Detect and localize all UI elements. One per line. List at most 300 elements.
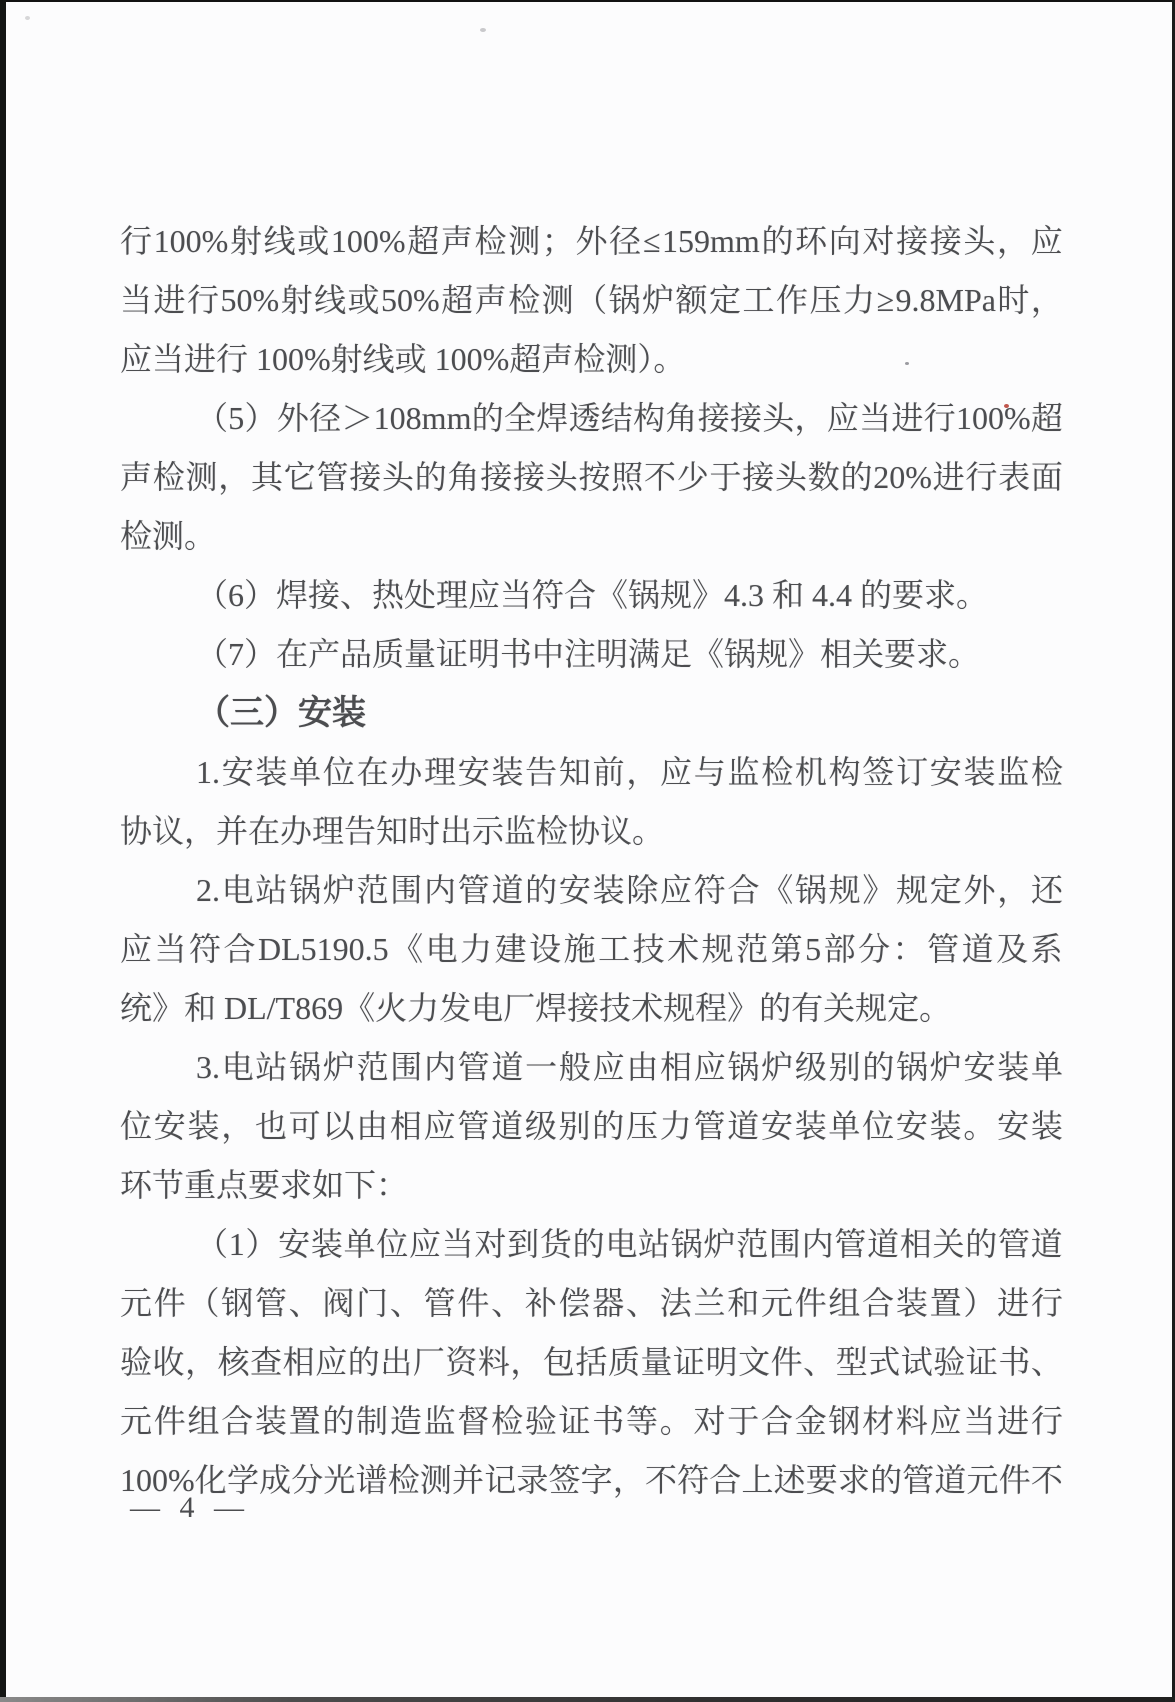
- text-token: 学: [226, 1462, 259, 1498]
- text-token: 金: [794, 1403, 827, 1439]
- text-token: 炉: [322, 1049, 355, 1085]
- text-token: 炉: [929, 1049, 962, 1085]
- text-token: 当: [120, 282, 153, 318]
- text-token: 对: [693, 1403, 726, 1439]
- text-token: 外: [575, 223, 608, 259]
- text-token: 电: [221, 872, 254, 908]
- text-token: 由: [356, 1108, 389, 1144]
- text-token: 于: [727, 1403, 760, 1439]
- text-token: 收: [152, 1344, 185, 1380]
- text-token: 设: [529, 931, 562, 967]
- text-token: 站: [255, 1049, 288, 1085]
- text-token: 外: [276, 400, 309, 436]
- text-token: 规: [896, 872, 929, 908]
- text-token: 进: [153, 282, 186, 318]
- text-token: 安: [963, 1049, 996, 1085]
- text-token: 应: [592, 1049, 625, 1085]
- text-token: 少: [676, 459, 709, 495]
- text-token: 书: [998, 1344, 1031, 1380]
- text-token: 《: [761, 872, 794, 908]
- text-token: 安: [278, 1226, 311, 1262]
- text-line-6: 检测。: [120, 518, 217, 554]
- text-token: 机: [794, 754, 827, 790]
- text-token: 管: [693, 1108, 726, 1144]
- text-token: DL5190.5: [258, 931, 389, 967]
- text-token: 相: [282, 1344, 315, 1380]
- text-token: 光: [323, 1462, 356, 1498]
- text-token: 录: [516, 1462, 549, 1498]
- text-token: （: [187, 1285, 220, 1321]
- text-token: 装: [1030, 1108, 1063, 1144]
- text-token: 出: [380, 1344, 413, 1380]
- text-token: 也: [254, 1108, 287, 1144]
- text-token: 部: [823, 931, 856, 967]
- text-token: ）: [244, 400, 277, 436]
- text-token: 安: [997, 1108, 1030, 1144]
- text-token: 管: [457, 1049, 490, 1085]
- text-token: 压: [626, 1108, 659, 1144]
- text-token: 装: [963, 754, 996, 790]
- text-token: 安: [929, 754, 962, 790]
- text-token: 管: [423, 1285, 456, 1321]
- text-token: ≤: [642, 223, 661, 259]
- text-token: 108mm: [373, 400, 472, 436]
- text-token: ）: [963, 1285, 996, 1321]
- text-token: 明: [705, 1344, 738, 1380]
- text-token: 构: [633, 400, 666, 436]
- text-token: 行: [186, 282, 219, 318]
- text-token: 范: [356, 872, 389, 908]
- text-token: 接: [742, 459, 775, 495]
- text-token: 、: [803, 1344, 836, 1380]
- text-token: 工: [598, 931, 631, 967]
- text-token: 力: [659, 1108, 692, 1144]
- text-token: 般: [558, 1049, 591, 1085]
- text-token: 元: [120, 1403, 153, 1439]
- text-token: 的: [840, 459, 873, 495]
- text-token: 应: [693, 1049, 726, 1085]
- text-token: 作: [776, 282, 809, 318]
- text-token: 质: [607, 1344, 640, 1380]
- text-token: 料: [895, 1403, 928, 1439]
- text-token: 100%: [153, 223, 229, 259]
- text-token: 安: [895, 1108, 928, 1144]
- text-token: 5: [228, 400, 245, 436]
- text-token: 定: [709, 282, 742, 318]
- text-token: 钢: [828, 1403, 861, 1439]
- text-token: 进: [997, 1285, 1030, 1321]
- text-token: 订: [896, 754, 929, 790]
- text-token: 定: [929, 872, 962, 908]
- text-token: 9.8MPa: [895, 282, 996, 318]
- text-token: 安: [558, 872, 591, 908]
- text-token: 、: [626, 1285, 659, 1321]
- text-token: 相: [899, 1226, 932, 1262]
- text-token: 锅: [608, 282, 641, 318]
- text-token: 道: [491, 1049, 524, 1085]
- text-token: 射: [229, 223, 262, 259]
- text-token: 装: [254, 1403, 287, 1439]
- text-token: ，: [997, 223, 1030, 259]
- text-line-12: [120, 861, 1063, 920]
- text-token: 、: [288, 1285, 321, 1321]
- text-token: 声: [474, 282, 507, 318]
- text-token: 组: [828, 1285, 861, 1321]
- text-token: 施: [563, 931, 596, 967]
- text-token: 额: [675, 282, 708, 318]
- text-token: 钢: [221, 1285, 254, 1321]
- text-token: 的: [572, 1226, 605, 1262]
- text-token: 的: [322, 1403, 355, 1439]
- text-token: 文: [738, 1344, 771, 1380]
- text-token: 锅: [670, 1226, 703, 1262]
- text-token: 分: [291, 1462, 324, 1498]
- text-token: 资: [445, 1344, 478, 1380]
- text-token: 电: [221, 1049, 254, 1085]
- text-token: 。: [659, 1403, 692, 1439]
- text-token: 理: [424, 754, 457, 790]
- text-token: 建: [494, 931, 527, 967]
- text-token: 声: [440, 223, 473, 259]
- text-token: 50%: [220, 282, 280, 318]
- text-token: 符: [189, 931, 222, 967]
- text-token: 、: [389, 1285, 422, 1321]
- text-token: 工: [742, 282, 775, 318]
- text-token: 头: [775, 459, 808, 495]
- text-line-5: [120, 448, 1063, 507]
- text-token: 检: [152, 459, 185, 495]
- text-token: 或: [297, 223, 330, 259]
- text-token: 对: [474, 1226, 507, 1262]
- text-token: 系: [1030, 931, 1063, 967]
- text-token: 谱: [355, 1462, 388, 1498]
- text-token: 件: [457, 1285, 490, 1321]
- text-token: 式: [868, 1344, 901, 1380]
- text-token: 督: [457, 1403, 490, 1439]
- text-token: 内: [424, 1049, 457, 1085]
- text-token: 或: [347, 282, 380, 318]
- text-token: （: [575, 282, 608, 318]
- text-token: 字: [580, 1462, 613, 1498]
- text-line-14: 统》和 DL/T869《火力发电厂焊接技术规程》的有关规定。: [120, 990, 952, 1026]
- text-token: 1.: [196, 754, 220, 790]
- text-token: 面: [1030, 459, 1063, 495]
- text-token: 件: [794, 1285, 827, 1321]
- text-token: 装: [997, 1049, 1030, 1085]
- text-token: 道: [727, 1108, 760, 1144]
- text-token: 的: [965, 1226, 998, 1262]
- text-token: 括: [575, 1344, 608, 1380]
- text-token: 炉: [761, 1049, 794, 1085]
- text-token: 符: [693, 872, 726, 908]
- text-token: ）: [245, 1226, 278, 1262]
- text-token: 合: [221, 1403, 254, 1439]
- text-token: 100%: [330, 223, 406, 259]
- text-token: 合: [709, 1462, 742, 1498]
- text-token: 证: [673, 1344, 706, 1380]
- text-token: 分: [858, 931, 891, 967]
- text-token: 100%: [120, 1462, 195, 1498]
- text-token: 力: [460, 931, 493, 967]
- text-token: 应: [1030, 223, 1063, 259]
- text-token: 合: [727, 872, 760, 908]
- text-token: 安: [221, 754, 254, 790]
- text-token: 知: [558, 754, 591, 790]
- text-token: 单: [343, 1226, 376, 1262]
- text-token: 径: [609, 223, 642, 259]
- text-token: 位: [322, 754, 355, 790]
- text-token: 量: [640, 1344, 673, 1380]
- text-token: 单: [1030, 1049, 1063, 1085]
- text-token: 锅: [794, 872, 827, 908]
- text-token: 接: [896, 223, 929, 259]
- text-line-13: [120, 920, 1063, 979]
- text-token: 别: [558, 1108, 591, 1144]
- text-token: 上: [741, 1462, 774, 1498]
- text-line-18: [120, 1215, 1063, 1274]
- text-token: 和: [727, 1285, 760, 1321]
- text-token: 补: [524, 1285, 557, 1321]
- text-token: 制: [356, 1403, 389, 1439]
- text-line-19: [120, 1274, 1063, 1333]
- text-token: 一: [525, 1049, 558, 1085]
- text-token: 规: [701, 931, 734, 967]
- text-token: 装: [794, 1108, 827, 1144]
- text-token: 范: [736, 1226, 769, 1262]
- text-token: 查: [250, 1344, 283, 1380]
- text-line-11: 协议，并在办理告知时出示监检协议。: [120, 813, 665, 849]
- text-token: ，: [612, 1462, 645, 1498]
- text-token: 应: [120, 931, 153, 967]
- text-token: 装: [592, 872, 625, 908]
- text-token: 应: [660, 872, 693, 908]
- text-token: ，: [997, 872, 1030, 908]
- text-token: ＞: [341, 400, 374, 436]
- text-token: 兰: [693, 1285, 726, 1321]
- text-token: 相: [660, 1049, 693, 1085]
- text-token: 安: [457, 754, 490, 790]
- text-token: 术: [667, 931, 700, 967]
- text-token: 管: [902, 1462, 935, 1498]
- text-token: 行: [965, 459, 998, 495]
- text-token: 证: [558, 1403, 591, 1439]
- text-token: ，: [510, 1344, 543, 1380]
- text-token: 第: [770, 931, 803, 967]
- text-token: 合: [760, 1403, 793, 1439]
- text-token: 行: [923, 400, 956, 436]
- text-token: 时: [997, 282, 1030, 318]
- text-token: 的: [525, 872, 558, 908]
- text-token: 的: [862, 1049, 895, 1085]
- text-line-17: 环节重点要求如下：: [120, 1167, 409, 1203]
- text-token: 检: [1030, 754, 1063, 790]
- text-token: 。: [963, 1108, 996, 1144]
- text-token: 《: [391, 931, 424, 967]
- text-token: 电: [605, 1226, 638, 1262]
- text-token: 要: [805, 1462, 838, 1498]
- text-token: ，: [185, 1344, 218, 1380]
- text-token: 道: [961, 931, 994, 967]
- text-token: 化: [194, 1462, 227, 1498]
- text-token: 核: [217, 1344, 250, 1380]
- text-token: 它: [283, 459, 316, 495]
- text-token: 径: [309, 400, 342, 436]
- text-token: 内: [424, 872, 457, 908]
- text-token: ，: [1030, 282, 1063, 318]
- text-token: 单: [289, 754, 322, 790]
- text-token: 炉: [703, 1226, 736, 1262]
- text-token: 法: [659, 1285, 692, 1321]
- text-token: 应: [423, 1108, 456, 1144]
- text-token: 范: [736, 931, 769, 967]
- text-token: 围: [390, 1049, 423, 1085]
- text-token: 的: [347, 1344, 380, 1380]
- text-token: 接: [480, 459, 513, 495]
- text-token: 件: [998, 1462, 1031, 1498]
- text-token: 位: [862, 1108, 895, 1144]
- text-token: 锅: [727, 1049, 760, 1085]
- text-line-7: （6）焊接、热处理应当符合《锅规》4.3 和 4.4 的要求。: [196, 577, 989, 613]
- text-token: 货: [539, 1226, 572, 1262]
- text-token: 厂: [412, 1344, 445, 1380]
- text-token: 合: [223, 931, 256, 967]
- text-token: 道: [491, 1108, 524, 1144]
- text-token: 测: [185, 459, 218, 495]
- text-token: 线: [314, 282, 347, 318]
- text-token: 试: [900, 1344, 933, 1380]
- text-token: 100%: [955, 400, 1031, 436]
- text-token: 不: [644, 459, 677, 495]
- text-token: 头: [762, 400, 795, 436]
- text-token: 压: [809, 282, 842, 318]
- text-token: 由: [626, 1049, 659, 1085]
- text-token: 签: [862, 754, 895, 790]
- text-token: 检: [387, 1462, 420, 1498]
- text-token: 关: [932, 1226, 965, 1262]
- text-token: 及: [996, 931, 1029, 967]
- text-token: 成: [259, 1462, 292, 1498]
- text-token: 当: [963, 1403, 996, 1439]
- text-token: 行: [120, 223, 153, 259]
- text-line-21: [120, 1392, 1063, 1451]
- text-token: 头: [382, 459, 415, 495]
- text-token: 级: [524, 1108, 557, 1144]
- text-token: 应: [826, 400, 859, 436]
- text-token: 材: [862, 1403, 895, 1439]
- text-token: 进: [997, 1403, 1030, 1439]
- text-token: 述: [773, 1462, 806, 1498]
- text-token: 围: [390, 872, 423, 908]
- text-token: 内: [801, 1226, 834, 1262]
- text-token: 置: [288, 1403, 321, 1439]
- text-token: 除: [626, 872, 659, 908]
- text-token: 装: [310, 1226, 343, 1262]
- text-token: 的: [592, 1108, 625, 1144]
- text-token: 与: [693, 754, 726, 790]
- text-token: 角: [665, 400, 698, 436]
- text-token: 透: [568, 400, 601, 436]
- text-token: 超: [1030, 400, 1063, 436]
- text-token: 力: [842, 282, 875, 318]
- text-token: 超: [407, 223, 440, 259]
- text-token: 符: [677, 1462, 710, 1498]
- text-token: 单: [828, 1108, 861, 1144]
- text-token: 检: [761, 754, 794, 790]
- text-token: 接: [513, 459, 546, 495]
- text-token: 炉: [322, 872, 355, 908]
- text-token: 向: [828, 223, 861, 259]
- text-token: 型: [835, 1344, 868, 1380]
- text-token: 2.: [196, 872, 220, 908]
- text-token: 管: [927, 931, 960, 967]
- text-token: 并: [452, 1462, 485, 1498]
- text-token: 站: [638, 1226, 671, 1262]
- text-token: 可: [288, 1108, 321, 1144]
- text-token: 道: [867, 1226, 900, 1262]
- text-token: 管: [997, 1226, 1030, 1262]
- text-token: 置: [929, 1285, 962, 1321]
- text-token: 记: [484, 1462, 517, 1498]
- text-token: 位: [376, 1226, 409, 1262]
- text-token: 安: [760, 1108, 793, 1144]
- text-token: 以: [322, 1108, 355, 1144]
- text-token: 构: [828, 754, 861, 790]
- text-token: ，: [221, 1108, 254, 1144]
- text-token: 监: [423, 1403, 456, 1439]
- scan-speck-gray: [25, 16, 30, 20]
- text-token: 道: [491, 872, 524, 908]
- text-token: 包: [542, 1344, 575, 1380]
- text-line-16: [120, 1097, 1063, 1156]
- text-token: 范: [356, 1049, 389, 1085]
- text-token: ≥: [876, 282, 895, 318]
- text-token: 的: [761, 223, 794, 259]
- page-number: — 4 —: [130, 1491, 250, 1524]
- text-token: ，: [626, 754, 659, 790]
- text-token: 于: [709, 459, 742, 495]
- text-token: 头: [963, 223, 996, 259]
- text-line-22: [120, 1451, 1063, 1510]
- text-token: 进: [891, 400, 924, 436]
- text-token: 的: [870, 1462, 903, 1498]
- text-token: 管: [316, 459, 349, 495]
- text-token: 管: [254, 1285, 287, 1321]
- text-token: 监: [997, 754, 1030, 790]
- text-token: 的: [471, 400, 504, 436]
- text-token: 3.: [196, 1049, 220, 1085]
- text-token: 测: [508, 223, 541, 259]
- text-token: 环: [795, 223, 828, 259]
- text-token: 外: [963, 872, 996, 908]
- text-token: 道: [934, 1462, 967, 1498]
- text-token: （: [196, 1226, 229, 1262]
- text-token: ：: [892, 931, 925, 967]
- text-token: 求: [837, 1462, 870, 1498]
- text-token: （: [196, 400, 229, 436]
- text-token: 装: [895, 1285, 928, 1321]
- text-token: 锅: [896, 1049, 929, 1085]
- text-token: 当: [154, 931, 187, 967]
- text-token: 应: [409, 1226, 442, 1262]
- text-token: 20%: [873, 459, 932, 495]
- text-token: 监: [727, 754, 760, 790]
- text-token: 焊: [536, 400, 569, 436]
- text-token: 、: [491, 1285, 524, 1321]
- text-token: 应: [660, 754, 693, 790]
- text-token: 的: [414, 459, 447, 495]
- text-token: 声: [120, 459, 153, 495]
- text-token: 阀: [322, 1285, 355, 1321]
